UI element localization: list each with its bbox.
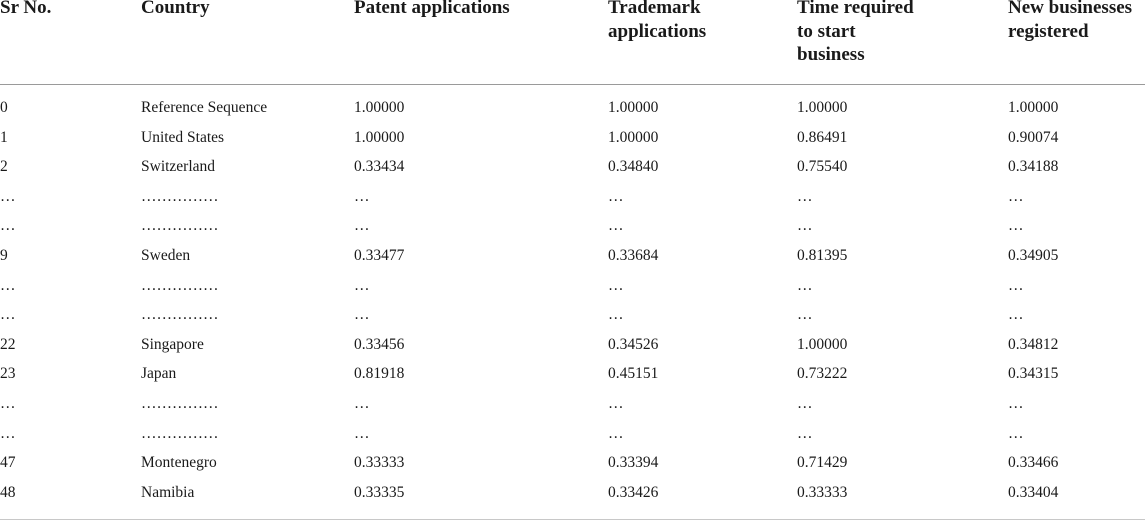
cell-trademark: 0.34526 (608, 335, 659, 353)
cell-patent: 0.33477 (354, 246, 405, 264)
cell-new-businesses: … (1008, 394, 1024, 412)
cell-patent: … (354, 424, 370, 442)
cell-country: …………… (141, 306, 219, 324)
cell-patent: 0.33434 (354, 158, 405, 176)
cell-new-businesses: 0.33404 (1008, 483, 1059, 501)
cell-new-businesses: 0.33466 (1008, 454, 1059, 472)
cell-sr-no: 0 (0, 99, 8, 116)
cell-time-to-start: … (797, 424, 813, 442)
cell-country: …………… (141, 424, 219, 442)
cell-new-businesses: 0.90074 (1008, 128, 1059, 146)
cell-sr-no: … (0, 276, 16, 294)
table-row (0, 186, 1145, 216)
table-row (0, 245, 1145, 275)
cell-sr-no: … (0, 394, 16, 412)
cell-country: Switzerland (141, 158, 216, 176)
table-body (0, 97, 1145, 511)
cell-sr-no: 22 (0, 335, 16, 353)
table-row (0, 304, 1145, 334)
table-row (0, 393, 1145, 423)
cell-new-businesses: … (1008, 276, 1024, 294)
table-row (0, 156, 1145, 186)
cell-time-to-start: 1.00000 (797, 335, 848, 353)
header-trademark-applications: Trademark applications (608, 0, 707, 42)
cell-sr-no: … (0, 424, 16, 442)
table-header (0, 0, 1145, 85)
table-bottom-rule (0, 519, 1145, 520)
cell-time-to-start: 0.86491 (797, 128, 848, 146)
cell-trademark: … (608, 306, 624, 324)
table-row (0, 423, 1145, 453)
header-country: Country (141, 0, 210, 18)
cell-patent: … (354, 276, 370, 294)
cell-sr-no: … (0, 306, 16, 324)
cell-trademark: 0.34840 (608, 158, 659, 176)
cell-country: Reference Sequence (141, 99, 268, 116)
table-row (0, 97, 1145, 127)
cell-trademark: 1.00000 (608, 99, 659, 116)
cell-patent: 1.00000 (354, 128, 405, 146)
cell-country: …………… (141, 217, 219, 235)
cell-patent: … (354, 394, 370, 412)
cell-patent: 0.33333 (354, 454, 405, 472)
cell-patent: 1.00000 (354, 99, 405, 116)
cell-time-to-start: … (797, 306, 813, 324)
cell-new-businesses: 0.34812 (1008, 335, 1059, 353)
cell-country: …………… (141, 394, 219, 412)
cell-trademark: 0.33426 (608, 483, 659, 501)
cell-sr-no: 2 (0, 158, 8, 176)
table-row (0, 452, 1145, 482)
cell-sr-no: 23 (0, 365, 16, 383)
cell-new-businesses: … (1008, 217, 1024, 235)
cell-trademark: … (608, 217, 624, 235)
cell-time-to-start: … (797, 276, 813, 294)
cell-country: Montenegro (141, 454, 217, 472)
cell-country: Singapore (141, 335, 204, 353)
cell-patent: … (354, 187, 370, 205)
cell-trademark: … (608, 394, 624, 412)
cell-trademark: … (608, 187, 624, 205)
header-sr-no: Sr No. (0, 0, 52, 18)
cell-country: …………… (141, 187, 219, 205)
cell-trademark: … (608, 276, 624, 294)
table-row (0, 127, 1145, 157)
cell-country: United States (141, 128, 225, 146)
cell-sr-no: 1 (0, 128, 8, 146)
cell-patent: … (354, 217, 370, 235)
cell-country: …………… (141, 276, 219, 294)
cell-time-to-start: … (797, 217, 813, 235)
cell-time-to-start: 0.73222 (797, 365, 848, 383)
cell-new-businesses: 1.00000 (1008, 99, 1059, 116)
cell-trademark: 0.33684 (608, 246, 659, 264)
cell-new-businesses: … (1008, 306, 1024, 324)
cell-country: Namibia (141, 483, 195, 501)
cell-sr-no: … (0, 217, 16, 235)
table-row (0, 363, 1145, 393)
header-patent-applications: Patent applications (354, 0, 510, 18)
cell-country: Sweden (141, 246, 191, 264)
table-row (0, 482, 1145, 512)
cell-patent: 0.33335 (354, 483, 405, 501)
cell-time-to-start: 0.71429 (797, 454, 848, 472)
cell-patent: … (354, 306, 370, 324)
cell-sr-no: … (0, 187, 16, 205)
cell-time-to-start: 0.75540 (797, 158, 848, 176)
cell-time-to-start: 0.81395 (797, 246, 848, 264)
cell-sr-no: 47 (0, 454, 16, 472)
cell-time-to-start: 0.33333 (797, 483, 848, 501)
cell-new-businesses: 0.34188 (1008, 158, 1059, 176)
cell-new-businesses: 0.34905 (1008, 246, 1059, 264)
header-time-to-start-business: Time required to start business (797, 0, 914, 65)
table-row (0, 334, 1145, 364)
cell-trademark: 0.33394 (608, 454, 659, 472)
cell-sr-no: 9 (0, 246, 8, 264)
cell-time-to-start: … (797, 187, 813, 205)
cell-time-to-start: 1.00000 (797, 99, 848, 116)
cell-time-to-start: … (797, 394, 813, 412)
cell-new-businesses: 0.34315 (1008, 365, 1059, 383)
cell-sr-no: 48 (0, 483, 16, 501)
table-row (0, 275, 1145, 305)
cell-new-businesses: … (1008, 187, 1024, 205)
cell-country: Japan (141, 365, 177, 383)
cell-new-businesses: … (1008, 424, 1024, 442)
table-row (0, 215, 1145, 245)
cell-patent: 0.81918 (354, 365, 405, 383)
cell-trademark: 0.45151 (608, 365, 659, 383)
cell-patent: 0.33456 (354, 335, 405, 353)
header-new-businesses-registered: New businesses registered (1008, 0, 1133, 42)
cell-trademark: … (608, 424, 624, 442)
cell-trademark: 1.00000 (608, 128, 659, 146)
